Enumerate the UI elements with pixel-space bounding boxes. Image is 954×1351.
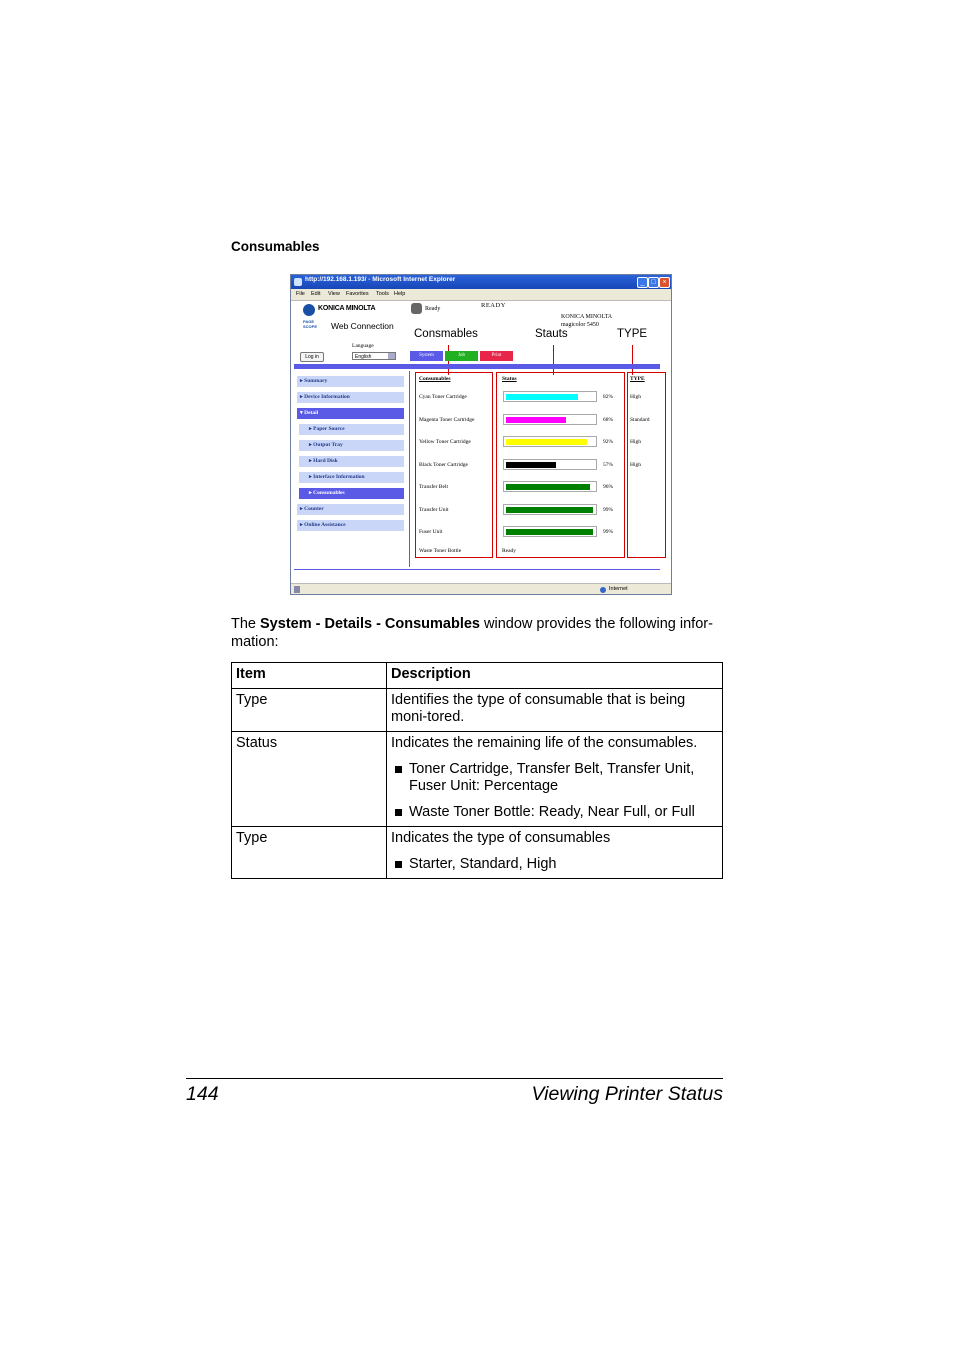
minimize-icon[interactable]: _: [637, 277, 648, 288]
menu-bar: [291, 289, 671, 301]
printer-model: [561, 313, 612, 329]
level-bar: [503, 459, 597, 470]
menu-favorites[interactable]: Favorites: [346, 291, 369, 297]
level-bar-fill: [506, 417, 566, 423]
consumable-name: Fuser Unit: [419, 529, 443, 535]
ready-status: READY: [481, 302, 506, 309]
waste-toner-label: Waste Toner Bottle: [419, 548, 462, 554]
close-icon[interactable]: ×: [659, 277, 670, 288]
menu-edit[interactable]: Edit: [311, 291, 321, 297]
level-bar: [503, 391, 597, 402]
footer-rule: [186, 1078, 723, 1079]
annotation-line: [632, 345, 633, 375]
level-percent: 92%: [603, 439, 614, 445]
level-percent: 82%: [603, 394, 614, 400]
browser-status-bar: [291, 583, 671, 595]
bullet-item: Waste Toner Bottle: Ready, Near Full, or Full: [391, 804, 718, 821]
column-header-status: Status: [502, 376, 517, 382]
printer-status-icon: [411, 303, 422, 314]
consumable-name: Magenta Toner Cartridge: [419, 417, 475, 423]
header-divider: [294, 364, 660, 369]
menu-help[interactable]: Help: [394, 291, 406, 297]
description-text: Indicates the type of consumables: [391, 830, 611, 846]
sidebar-item[interactable]: ▾ Detail: [297, 408, 404, 419]
language-label: Language: [352, 343, 374, 349]
security-zone: Internet: [609, 586, 628, 592]
brand-name: KONICA MINOLTA: [318, 305, 376, 312]
globe-icon: [600, 587, 606, 593]
consumable-name: Transfer Unit: [419, 507, 449, 513]
column-header-consumables: Consumables: [419, 376, 451, 382]
info-table: [231, 662, 723, 879]
footer-divider: [294, 569, 660, 570]
konica-logo-icon: [303, 304, 315, 316]
sidebar-item[interactable]: ▸ Consumables: [299, 488, 404, 499]
intro-text-end: window provides the following infor-mation:: [231, 616, 713, 650]
item-cell: Type: [232, 689, 387, 732]
maximize-icon[interactable]: □: [648, 277, 659, 288]
tab-system[interactable]: System: [410, 351, 443, 361]
menu-tools[interactable]: Tools: [376, 291, 389, 297]
annotation-status: Stauts: [535, 328, 568, 340]
sidebar-item[interactable]: ▸ Interface Information: [299, 472, 404, 483]
annotation-line: [553, 345, 554, 375]
chapter-title: Viewing Printer Status: [531, 1083, 723, 1105]
intro-paragraph: [231, 615, 723, 651]
level-bar-fill: [506, 394, 578, 400]
sidebar-item[interactable]: ▸ Device Information: [297, 392, 404, 403]
table-row: [232, 689, 723, 732]
description-cell: [387, 827, 723, 879]
item-cell: Status: [232, 732, 387, 827]
level-bar: [503, 436, 597, 447]
annotation-consumables: Consmables: [414, 328, 478, 340]
level-bar-fill: [506, 507, 593, 513]
annotation-type: TYPE: [617, 328, 648, 340]
window-title: http://192.168.1.193/ - Microsoft Internet Explorer: [305, 276, 456, 283]
description-text: Identifies the type of consumable that is being moni-tored.: [391, 692, 686, 725]
column-header-type: TYPE: [630, 376, 645, 382]
tab-print[interactable]: Print: [480, 351, 513, 361]
login-button[interactable]: Log in: [300, 352, 324, 362]
header-description: Description: [387, 663, 723, 689]
ie-icon: [294, 278, 302, 286]
level-bar: [503, 414, 597, 425]
consumable-type: High: [630, 439, 641, 445]
sidebar-item[interactable]: ▸ Paper Source: [299, 424, 404, 435]
menu-file[interactable]: File: [296, 291, 305, 297]
browser-screenshot: [290, 274, 672, 595]
bullet-item: Toner Cartridge, Transfer Belt, Transfer Unit, Fuser Unit: Percentage: [391, 761, 718, 795]
consumable-name: Yellow Toner Cartridge: [419, 439, 471, 445]
table-header-row: [232, 663, 723, 689]
intro-text: The: [231, 616, 261, 632]
description-cell: [387, 689, 723, 732]
page-number: 144: [186, 1083, 219, 1105]
item-cell: Type: [232, 827, 387, 879]
level-bar: [503, 481, 597, 492]
waste-toner-status: Ready: [502, 548, 517, 554]
chevron-down-icon: [388, 353, 395, 359]
sidebar-item[interactable]: ▸ Online Assistance: [297, 520, 404, 531]
table-row: [232, 827, 723, 879]
section-heading: Consumables: [231, 239, 320, 254]
header-item: Item: [232, 663, 387, 689]
consumable-name: Cyan Toner Cartridge: [419, 394, 467, 400]
sidebar-divider: [409, 371, 410, 567]
level-percent: 96%: [603, 484, 614, 490]
level-percent: 68%: [603, 417, 614, 423]
page-icon: [294, 586, 300, 593]
level-bar: [503, 526, 597, 537]
sidebar-item[interactable]: ▸ Output Tray: [299, 440, 404, 451]
language-select[interactable]: [352, 352, 396, 360]
consumable-type: High: [630, 462, 641, 468]
sidebar-item[interactable]: ▸ Counter: [297, 504, 404, 515]
tab-job[interactable]: Job: [445, 351, 478, 361]
model-name: magicolor 5450: [561, 322, 599, 328]
sidebar-item[interactable]: ▸ Summary: [297, 376, 404, 387]
level-bar: [503, 504, 597, 515]
consumable-name: Transfer Belt: [419, 484, 448, 490]
web-connection-title: Web Connection: [331, 321, 394, 331]
level-bar-fill: [506, 439, 587, 445]
level-percent: 57%: [603, 462, 614, 468]
vendor-name: KONICA MINOLTA: [561, 314, 613, 320]
bullet-item: Starter, Standard, High: [391, 856, 718, 873]
intro-bold: System - Details - Consumables: [260, 616, 481, 632]
menu-view[interactable]: View: [328, 291, 340, 297]
level-bar-fill: [506, 529, 593, 535]
level-bar-fill: [506, 462, 556, 468]
description-cell: [387, 732, 723, 827]
table-row: [232, 732, 723, 827]
sidebar-item[interactable]: ▸ Hard Disk: [299, 456, 404, 467]
ready-label: Ready: [425, 306, 441, 312]
language-value: English: [355, 354, 372, 360]
level-percent: 99%: [603, 529, 614, 535]
level-bar-fill: [506, 484, 590, 490]
pagescope-logo: PAGE SCOPE: [303, 319, 318, 329]
description-text: Indicates the remaining life of the consumables.: [391, 735, 698, 751]
level-percent: 99%: [603, 507, 614, 513]
consumable-type: High: [630, 394, 641, 400]
consumable-name: Black Toner Cartridge: [419, 462, 468, 468]
window-titlebar: [291, 275, 671, 289]
consumable-type: Standard: [630, 417, 650, 423]
